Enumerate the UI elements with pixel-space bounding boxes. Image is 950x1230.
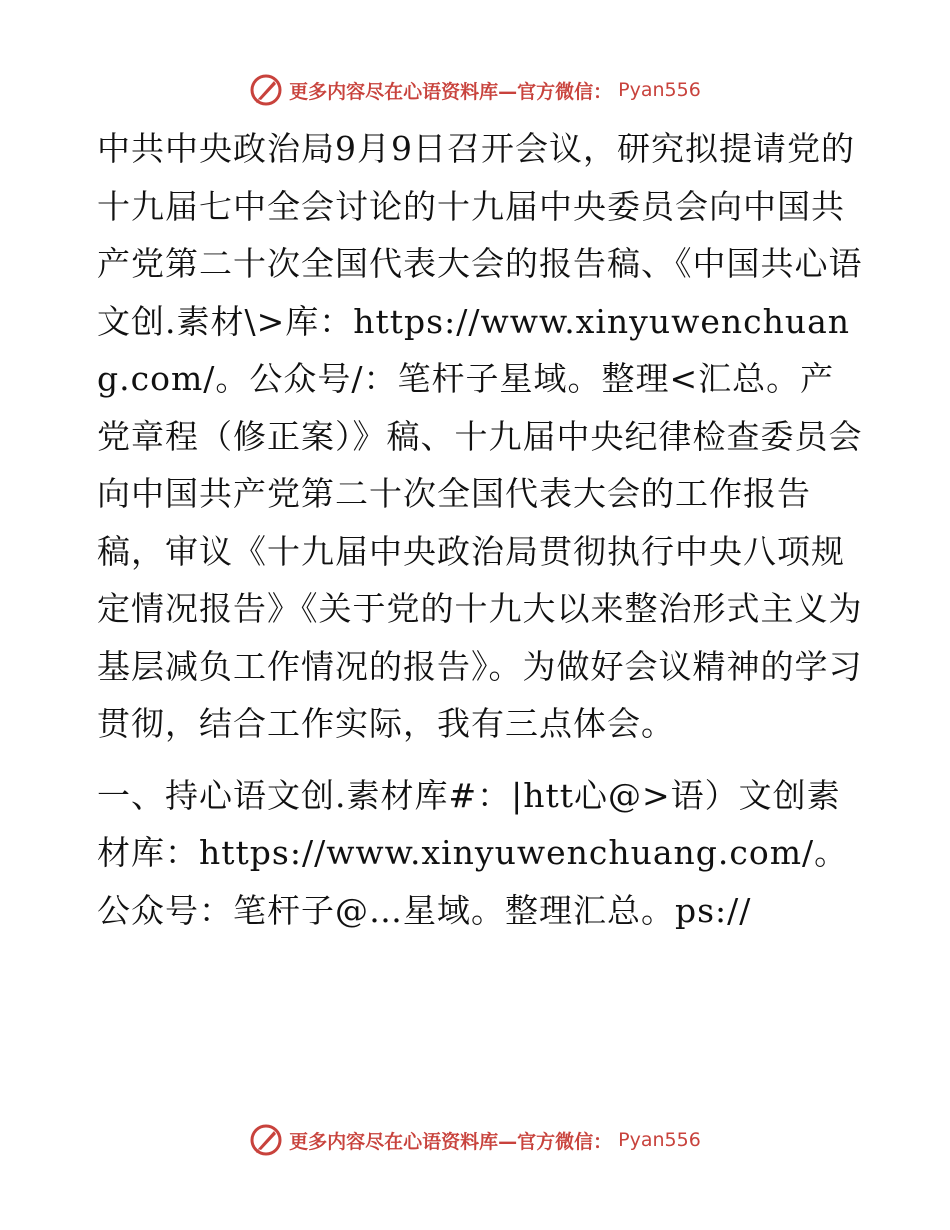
paragraph-intro: 中共中央政治局9月9日召开会议，研究拟提请党的十九届七中全会讨论的十九届中央委员会向中国共产党第二十次全国代表大会的报告稿、《中国共心语文创.素材\>库：https://www.xinyuwenchuang.com/。公众号/：笔杆子星域。整理<汇总。产党章程（修正案）》稿、十九届中央纪律检查委员会向中国共产党第二十次全国代表大会的工作报告稿，审议《十九届中央政治局贯彻执行中央八项规定情况报告》《关于党的十九大以来整治形式主义为基层减负工作情况的报告》。为做好会议精神的学习贯彻，结合工作实际，我有三点体会。 — [97, 129, 863, 743]
watermark-contact: Pyan556 — [618, 79, 701, 101]
watermark-contact: Pyan556 — [618, 1129, 701, 1151]
header-watermark — [0, 70, 950, 110]
quill-pen-seal-icon — [249, 73, 283, 107]
quill-pen-seal-icon — [249, 1123, 283, 1157]
watermark-text: 更多内容尽在心语资料库—官方微信： — [289, 80, 613, 103]
watermark-text: 更多内容尽在心语资料库—官方微信： — [289, 1130, 613, 1153]
paragraph-section-one: 一、持心语文创.素材库#：|htt心@>语）文创素材库：https://www.xinyuwenchuang.com/。公众号：笔杆子@…星域。整理汇总。ps:// — [97, 775, 849, 930]
footer-watermark — [0, 1120, 950, 1160]
document-body — [97, 120, 867, 939]
